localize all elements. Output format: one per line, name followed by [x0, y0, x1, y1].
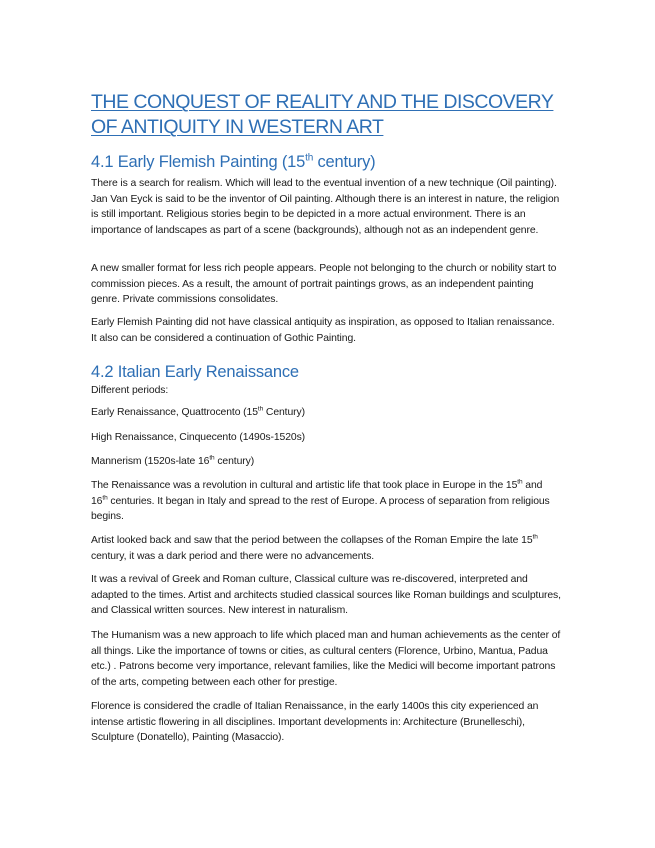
paragraph: Florence is considered the cradle of Italian Renaissance, in the early 1400s this city experienced an intense artistic flowering in all disciplines. Important developments in: Architecture (Brunelleschi), Sculpture (Donatello), Painting (Masaccio). [91, 701, 539, 744]
text: centuries. It began in Italy and spread to the rest of Europe. A process of separation from religious begins. [91, 495, 550, 523]
paragraph [91, 478, 561, 525]
heading-text: century) [313, 153, 376, 171]
document-title: THE CONQUEST OF REALITY AND THE DISCOVERY OF ANTIQUITY IN WESTERN ART [91, 91, 554, 138]
text: Early Renaissance, Quattrocento (15 [91, 407, 258, 418]
text: Mannerism (1520s-late 16 [91, 456, 210, 467]
superscript: th [209, 454, 215, 462]
text: and 16 [91, 480, 543, 507]
paragraph: There is a search for realism. Which will lead to the eventual invention of a new technique (Oil painting). Jan Van Eyck is said to be the inventor of Oil painting. Although there is an interest in nature, the religion is still important. Religious stories begin to be depicted in a more actual environment. There is an importance of landscapes as part of a scene (backgrounds), although not as an independent genre. [91, 178, 560, 236]
text: century) [214, 456, 255, 467]
period-item [91, 405, 561, 421]
text: century, it was a dark period and there were no advancements. [91, 550, 375, 562]
text: Century) [263, 407, 305, 418]
text: Artist looked back and saw that the period between the collapses of the Roman Empire the late 15 [91, 535, 533, 546]
superscript: th [257, 405, 264, 413]
paragraph: Different periods: [91, 385, 169, 396]
section-heading-italian-renaissance: 4.2 Italian Early Renaissance [91, 363, 299, 381]
period-item [91, 454, 561, 470]
paragraph: The Humanism was a new approach to life which placed man and human achievements as the center of all things. Like the importance of towns or cities, as cultural centers (Florence, Urbino, Mantua, Padua etc.) . Patrons become very importance, relevant families, like the Medici will become important patrons of the arts, competing between each other for prestige. [91, 630, 561, 688]
paragraph [91, 533, 561, 564]
superscript: th [305, 152, 314, 164]
paragraph: Early Flemish Painting did not have classical antiquity as inspiration, as opposed to Italian renaissance. It also can be considered a continuation of Gothic Painting. [91, 317, 555, 344]
superscript: th [517, 478, 523, 486]
heading-text: 4.1 Early Flemish Painting (15 [91, 153, 306, 171]
paragraph: It was a revival of Greek and Roman culture, Classical culture was re-discovered, interpreted and adapted to the times. Artist and architects studied classical sources like Roman buildings and sculptures, and Classical written sources. New interest in naturalism. [91, 574, 561, 617]
section-heading-early-flemish [91, 152, 375, 172]
superscript: th [102, 494, 108, 502]
period-item: High Renaissance, Cinquecento (1490s-1520s) [91, 432, 306, 443]
superscript: th [532, 533, 538, 541]
text: The Renaissance was a revolution in cultural and artistic life that took place in Europe in the 15 [91, 480, 518, 491]
paragraph: A new smaller format for less rich people appears. People not belonging to the church or nobility start to commission pieces. As a result, the amount of portrait paintings grows, as an independent painting genre. Private commissions consolidates. [91, 263, 557, 306]
